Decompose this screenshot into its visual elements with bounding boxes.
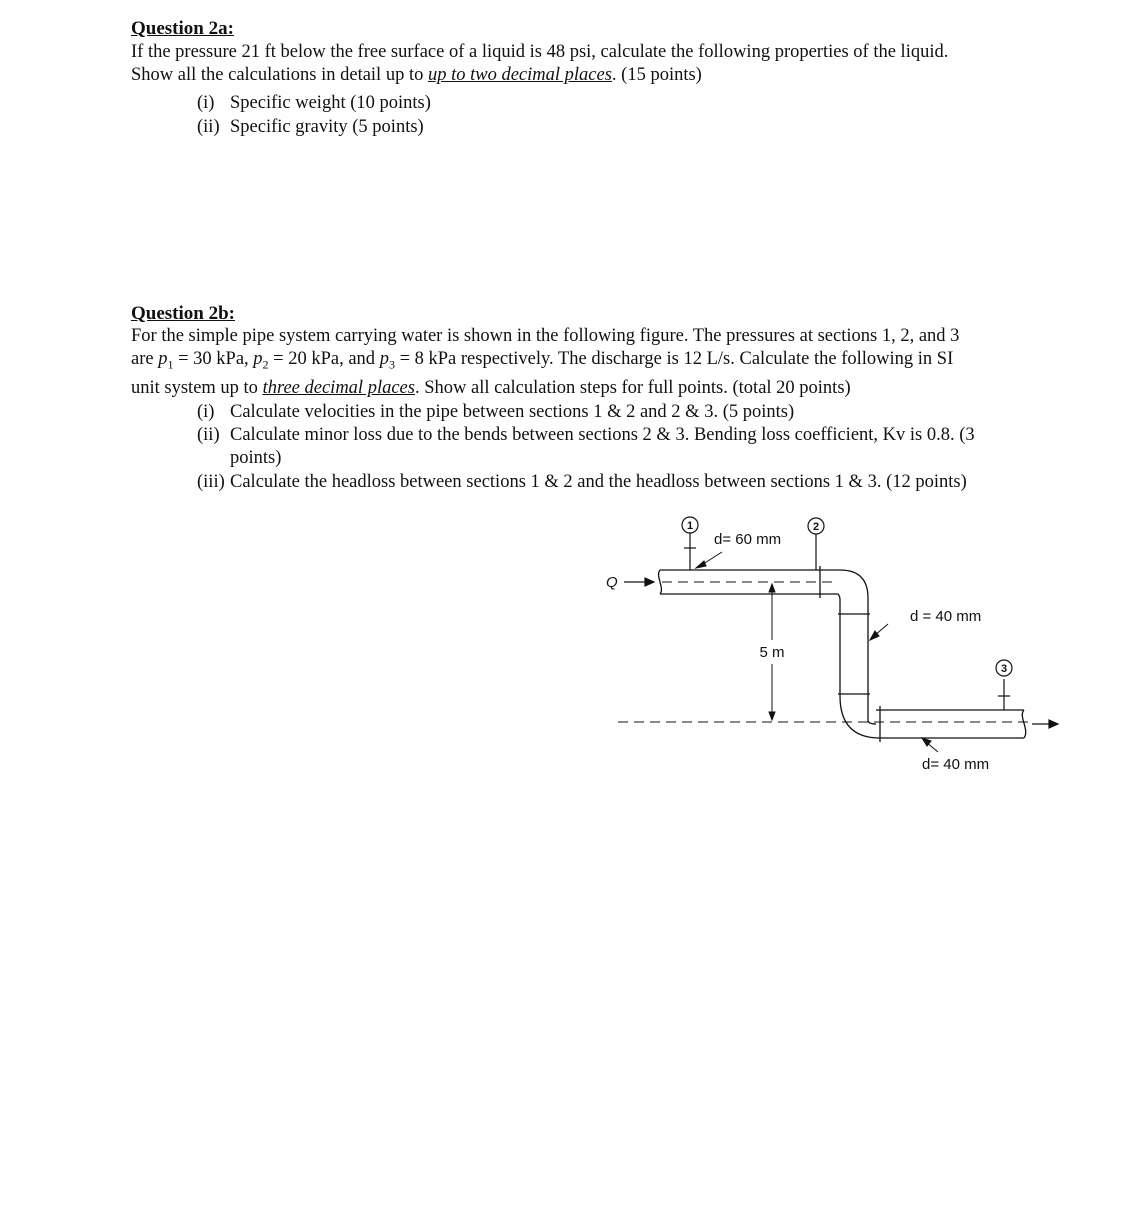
diameter-top-label: d= 60 mm (714, 531, 782, 548)
q2b-line2-are: are (131, 349, 159, 370)
q2b-line2-b: = 20 kPa, and (268, 349, 380, 370)
section-1-label: 1 (686, 520, 694, 532)
p1-sub: 1 (167, 357, 174, 372)
q2a-line2-pre: Show all the calculations in detail up to (131, 65, 428, 86)
upper-elbow-outer (840, 570, 868, 598)
outflow-arrow-icon (1049, 720, 1058, 728)
lower-elbow-outer (840, 696, 880, 738)
height-arrow-up-icon (769, 584, 775, 592)
section-3-label: 3 (1000, 663, 1008, 675)
q2b-item-2-num: (ii) (197, 425, 220, 445)
q2b-line3-em: three decimal places (262, 378, 415, 399)
p3-sub: 3 (388, 357, 395, 372)
q2a-item-2-text: Specific gravity (5 points) (230, 117, 424, 137)
q2a-line1: If the pressure 21 ft below the free surface of a liquid is 48 psi, calculate the following properties of the liquid. (131, 42, 949, 62)
q2a-line2-post: . (15 points) (611, 65, 702, 86)
p3-symbol: p (379, 349, 389, 370)
q2b-line1: For the simple pipe system carrying water is shown in the following figure. The pressures at sections 1, 2, and 3 (131, 326, 960, 346)
p2-symbol: p (253, 349, 263, 370)
q2b-line2-c: = 8 kPa respectively. The discharge is 12 L/s. Calculate the following in SI (394, 349, 954, 370)
upper-elbow-inner (838, 594, 840, 600)
q2a-item-1-text: Specific weight (10 points) (230, 93, 431, 113)
inflow-arrow-icon (645, 578, 654, 586)
diameter-bottom-label: d= 40 mm (922, 756, 990, 773)
q2b-item-2-text: Calculate minor loss due to the bends between sections 2 & 3. Bending loss coefficient, Kv is 0.8. (3 (230, 425, 975, 445)
q2b-line3-post: . Show all calculation steps for full points. (total 20 points) (414, 378, 851, 399)
p2-sub: 2 (262, 357, 269, 372)
height-label: 5 m (759, 644, 785, 661)
q2b-item-1-num: (i) (197, 402, 215, 422)
flow-label: Q (606, 574, 618, 591)
p1-symbol: p (158, 349, 168, 370)
diameter-right-label: d = 40 mm (910, 608, 982, 625)
q2b-item-2-cont: points) (230, 448, 282, 468)
q2b-title: Question 2b: (131, 303, 235, 324)
pipe-bottom-outlet-end (1022, 710, 1025, 738)
q2b-item-1-text: Calculate velocities in the pipe between sections 1 & 2 and 2 & 3. (5 points) (230, 402, 795, 422)
height-arrow-down-icon (769, 712, 775, 720)
section-2-label: 2 (812, 521, 820, 533)
pipe-top-inlet-end (659, 570, 662, 594)
q2a-line2-em: up to two decimal places (427, 65, 612, 86)
q2b-item-3-num: (iii) (197, 472, 225, 492)
q2a-item-1-num: (i) (197, 93, 215, 113)
section-1-marker (682, 517, 698, 533)
diameter-top-leader-arrow-icon (696, 561, 706, 568)
q2b-item-3-text: Calculate the headloss between sections 1 & 2 and the headloss between sections 1 & 3. (12 points) (230, 472, 967, 492)
q2a-title: Question 2a: (131, 18, 234, 39)
q2b-line3-pre: unit system up to (131, 378, 263, 399)
section-3-marker (996, 660, 1012, 676)
q2a-item-2-num: (ii) (197, 117, 220, 137)
section-2-marker (808, 518, 824, 534)
q2b-line2-a: = 30 kPa, (173, 349, 254, 370)
